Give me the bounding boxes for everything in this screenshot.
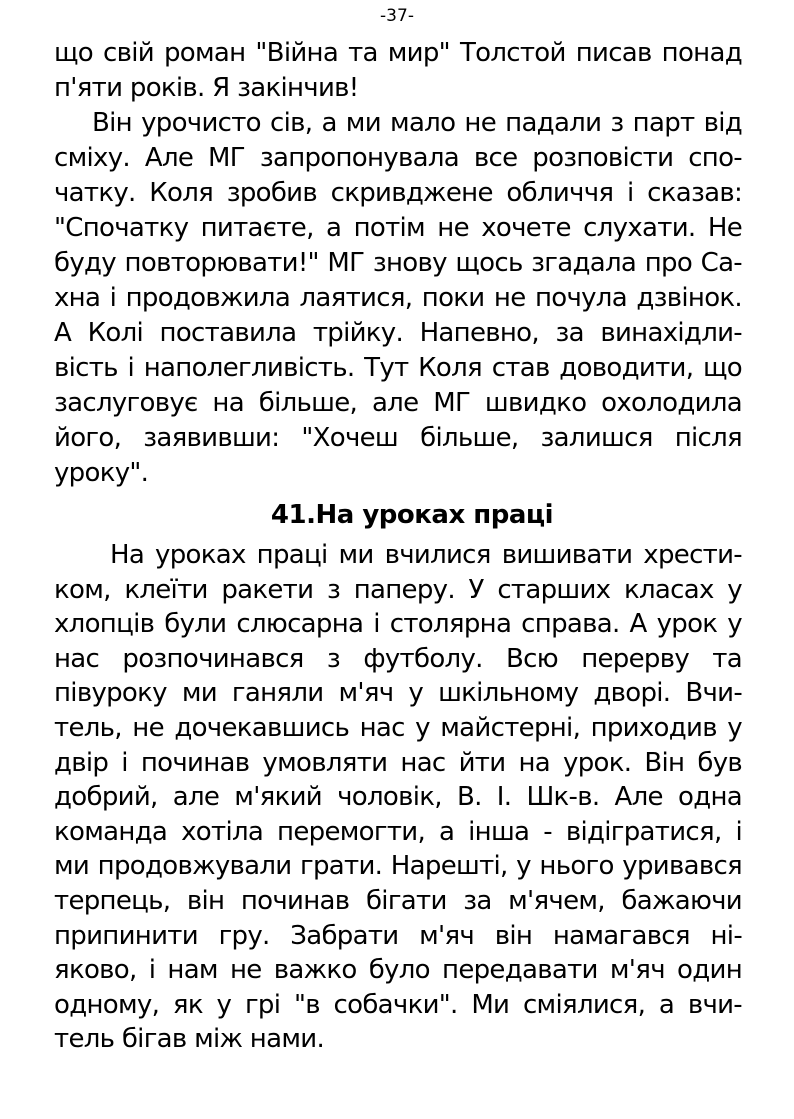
text-line: сміху. Але МГ запропонувала все розповісти спо- [54,143,742,173]
text-line: яково, і нам не важко було передавати м'яч один [54,955,742,986]
page-number: -37- [380,6,414,26]
text-line: ком, клеїти ракети з паперу. У старших класах у [54,574,742,605]
text-line: вість і наполегливість. Тут Коля став доводити, що [54,353,742,383]
text-line: тель бігав між нами. [54,1024,325,1055]
text-line: півуроку ми ганяли м'яч у шкільному дворі. Вчи- [54,678,742,709]
text-line: добрий, але м'який чоловік, В. І. Шк-в. Але одна [54,782,742,813]
text-line: нас розпочинався з футболу. Всю перерву та [54,643,742,674]
text-line: припинити гру. Забрати м'яч він намагався ні- [54,920,742,951]
text-line: Він урочисто сів, а ми мало не падали з парт від [92,108,742,138]
text-line: На уроках праці ми вчилися вишивати хрести- [110,540,742,570]
text-line: хна і продовжила лаятися, поки не почула дзвінок. [54,283,742,313]
text-line: ми продовжували грати. Нарешті, у нього уривався [54,851,742,882]
text-line: А Колі поставила трійку. Напевно, за винахідли- [54,318,742,348]
text-line: двір і починав умовляти нас йти на урок. Він був [54,747,742,778]
text-line: хлопців були слюсарна і столярна справа. А урок у [54,609,742,640]
text-block-upper [54,36,742,491]
paragraph-continued [54,36,742,106]
text-line: його, заявивши: "Хочеш більше, залишся після [54,423,742,453]
paragraph [54,106,742,491]
text-line: уроку". [54,458,149,488]
text-line: заслуговує на більше, але МГ швидко охолодила [54,388,742,418]
text-line: команда хотіла перемогти, а інша - відігратися, і [54,816,742,847]
text-line: "Спочатку питаєте, а потім не хочете слухати. Не [54,213,742,243]
section-heading: 41.На уроках праці [270,500,554,530]
text-line: чатку. Коля зробив скривджене обличчя і сказав: [54,178,742,208]
text-line: терпець, він починав бігати за м'ячем, бажаючи [54,885,742,916]
text-line: одному, як у грі "в собачки". Ми сміялися, а вчи- [54,989,742,1020]
text-line: тель, не дочекавшись нас у майстерні, приходив у [54,712,742,743]
text-line: п'яти років. Я закінчив! [54,73,359,103]
text-line: що свій роман "Війна та мир" Толстой писав понад [54,38,742,68]
text-line: буду повторювати!" МГ знову щось згадала про Са- [54,248,742,278]
text-block-lower [54,538,742,1057]
paragraph [54,538,742,1057]
